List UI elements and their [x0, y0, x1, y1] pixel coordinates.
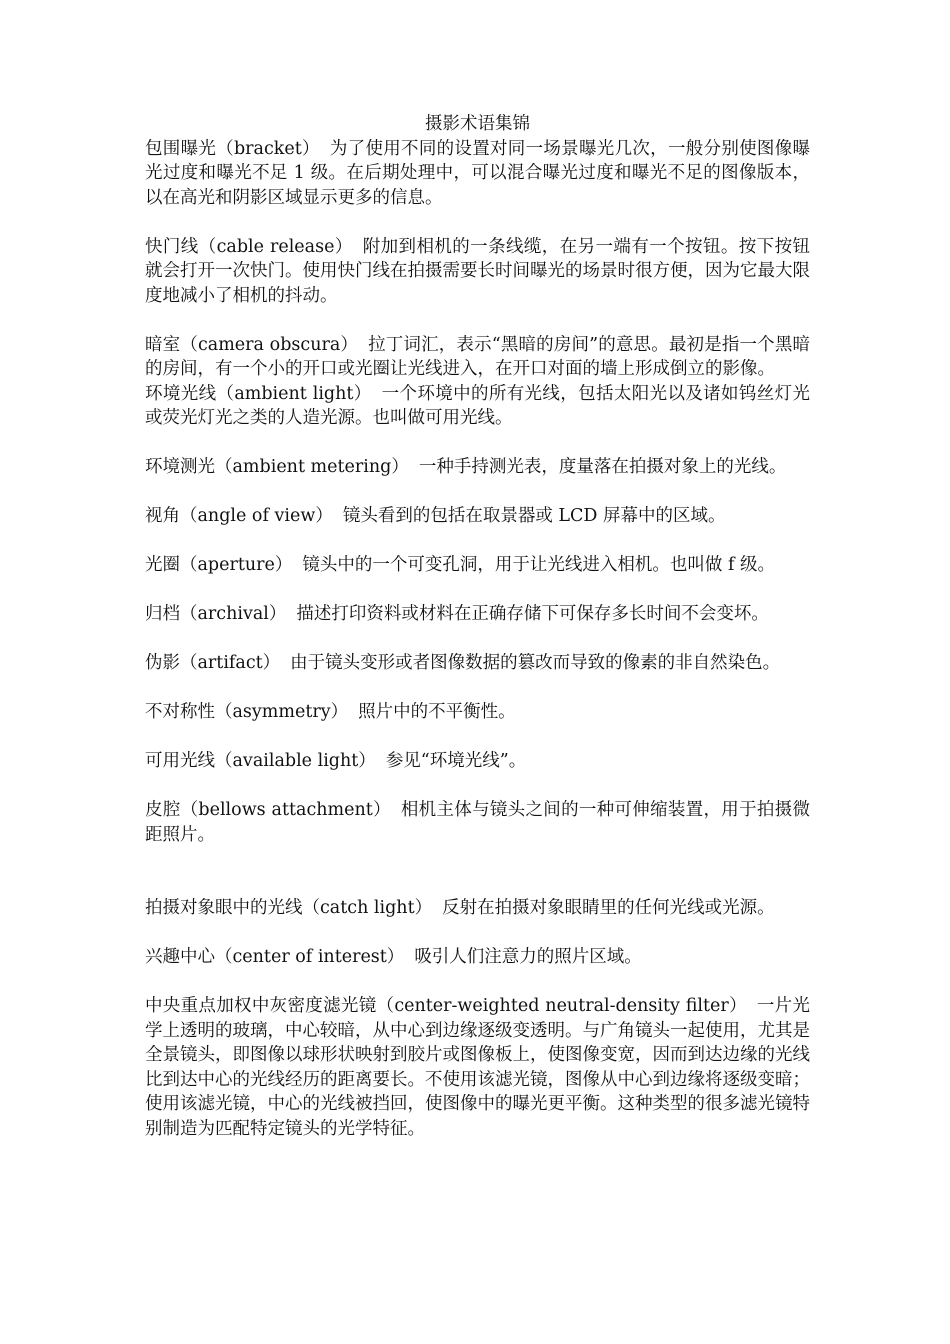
entry-term: 伪影（artifact） — [145, 653, 281, 673]
document-title: 摄影术语集锦 — [425, 114, 530, 134]
entry-definition: 为了使用不同的设置对同一场景曝光几次，一般分别使图像曝光过度和曝光不足 1 级。在后期处理中，可以混合曝光过度和曝光不足的图像版本，以在高光和阴影区域显示更多的信息。 — [145, 138, 811, 208]
entry-term: 光圈（aperture） — [145, 555, 293, 575]
glossary-entry-bracket — [145, 137, 810, 211]
glossary-entry-artifact — [145, 651, 810, 676]
entry-term: 可用光线（available light） — [145, 751, 376, 771]
glossary-entry-center-weighted-nd-filter — [145, 994, 810, 1141]
glossary-entry-bellows-attachment — [145, 798, 810, 847]
entry-term: 环境光线（ambient light） — [145, 383, 372, 404]
entry-term: 中央重点加权中灰密度滤光镜（center-weighted neutral-density filter） — [145, 996, 747, 1016]
paragraph-spacer — [145, 676, 810, 701]
entry-definition: 吸引人们注意力的照片区域。 — [414, 947, 642, 967]
document-page — [145, 112, 810, 1141]
entry-definition: 描述打印资料或材料在正确存储下可保存多长时间不会变坏。 — [296, 604, 769, 624]
entry-definition: 一片光学上透明的玻璃，中心较暗，从中心到边缘逐级变透明。与广角镜头一起使用，尤其是全景镜头，即图像以球形状映射到胶片或图像板上，使图像变宽，因而到达边缘的光线比到达中心的光线经历的距离要长。不使用该滤光镜，图像从中心到边缘将逐级变暗；使用该滤光镜，中心的光线被挡回，使图像中的曝光更平衡。这种类型的很多滤光镜特别制造为匹配特定镜头的光学特征。 — [145, 996, 810, 1139]
entry-definition: 镜头看到的包括在取景器或 LCD 屏幕中的区域。 — [342, 506, 726, 526]
paragraph-spacer — [145, 970, 810, 995]
entry-definition: 附加到相机的一条线缆，在另一端有一个按钮。按下按钮就会打开一次快门。使用快门线在拍摄需要长时间曝光的场景时很方便，因为它最大限度地减小了相机的抖动。 — [145, 236, 810, 306]
paragraph-spacer — [145, 529, 810, 554]
entry-term: 归档（archival） — [145, 604, 287, 624]
glossary-entry-catch-light — [145, 896, 810, 921]
glossary-entry-center-of-interest — [145, 945, 810, 970]
entry-term: 皮腔（bellows attachment） — [145, 800, 391, 820]
entry-definition: 照片中的不平衡性。 — [358, 702, 516, 722]
paragraph-spacer — [145, 847, 810, 896]
paragraph-spacer — [145, 921, 810, 946]
entry-definition: 镜头中的一个可变孔洞，用于让光线进入相机。也叫做 f 级。 — [302, 555, 775, 575]
glossary-entry-asymmetry — [145, 700, 810, 725]
paragraph-spacer — [145, 627, 810, 652]
entry-definition: 一种手持测光表，度量落在拍摄对象上的光线。 — [418, 457, 787, 477]
entry-definition: 一个环境中的所有光线，包括太阳光以及诸如钨丝灯光或荧光灯光之类的人造光源。也叫做可用光线。 — [145, 383, 811, 428]
entry-definition: 拉丁词汇，表示“黑暗的房间”的意思。最初是指一个黑暗的房间，有一个小的开口或光圈让光线进入，在开口对面的墙上形成倒立的影像。 — [145, 334, 810, 379]
glossary-entry-archival — [145, 602, 810, 627]
paragraph-spacer — [145, 725, 810, 750]
entry-definition: 相机主体与镜头之间的一种可伸缩装置，用于拍摄微距照片。 — [145, 800, 810, 845]
entry-definition: 反射在拍摄对象眼睛里的任何光线或光源。 — [442, 898, 775, 918]
paragraph-spacer — [145, 480, 810, 505]
paragraph-spacer — [145, 774, 810, 799]
entry-term: 快门线（cable release） — [145, 236, 353, 257]
entry-term: 环境测光（ambient metering） — [145, 457, 409, 477]
entry-term: 不对称性（asymmetry） — [145, 702, 349, 722]
entry-term: 包围曝光（bracket） — [145, 138, 320, 159]
entry-term: 兴趣中心（center of interest） — [145, 947, 405, 967]
entry-definition: 由于镜头变形或者图像数据的篡改而导致的像素的非自然染色。 — [290, 653, 781, 673]
glossary-entry-ambient-light — [145, 382, 810, 431]
glossary-entry-ambient-metering — [145, 455, 810, 480]
entry-term: 暗室（camera obscura） — [145, 334, 359, 355]
entry-term: 拍摄对象眼中的光线（catch light） — [145, 898, 433, 918]
entry-definition: 参见“环境光线”。 — [385, 751, 527, 771]
glossary-entry-aperture — [145, 553, 810, 578]
paragraph-spacer — [145, 578, 810, 603]
paragraph-spacer — [145, 210, 810, 235]
glossary-entry-cable-release — [145, 235, 810, 309]
glossary-entry-angle-of-view — [145, 504, 810, 529]
glossary-entry-available-light — [145, 749, 810, 774]
glossary-entry-camera-obscura — [145, 333, 810, 382]
paragraph-spacer — [145, 308, 810, 333]
paragraph-spacer — [145, 431, 810, 456]
entry-term: 视角（angle of view） — [145, 506, 333, 526]
